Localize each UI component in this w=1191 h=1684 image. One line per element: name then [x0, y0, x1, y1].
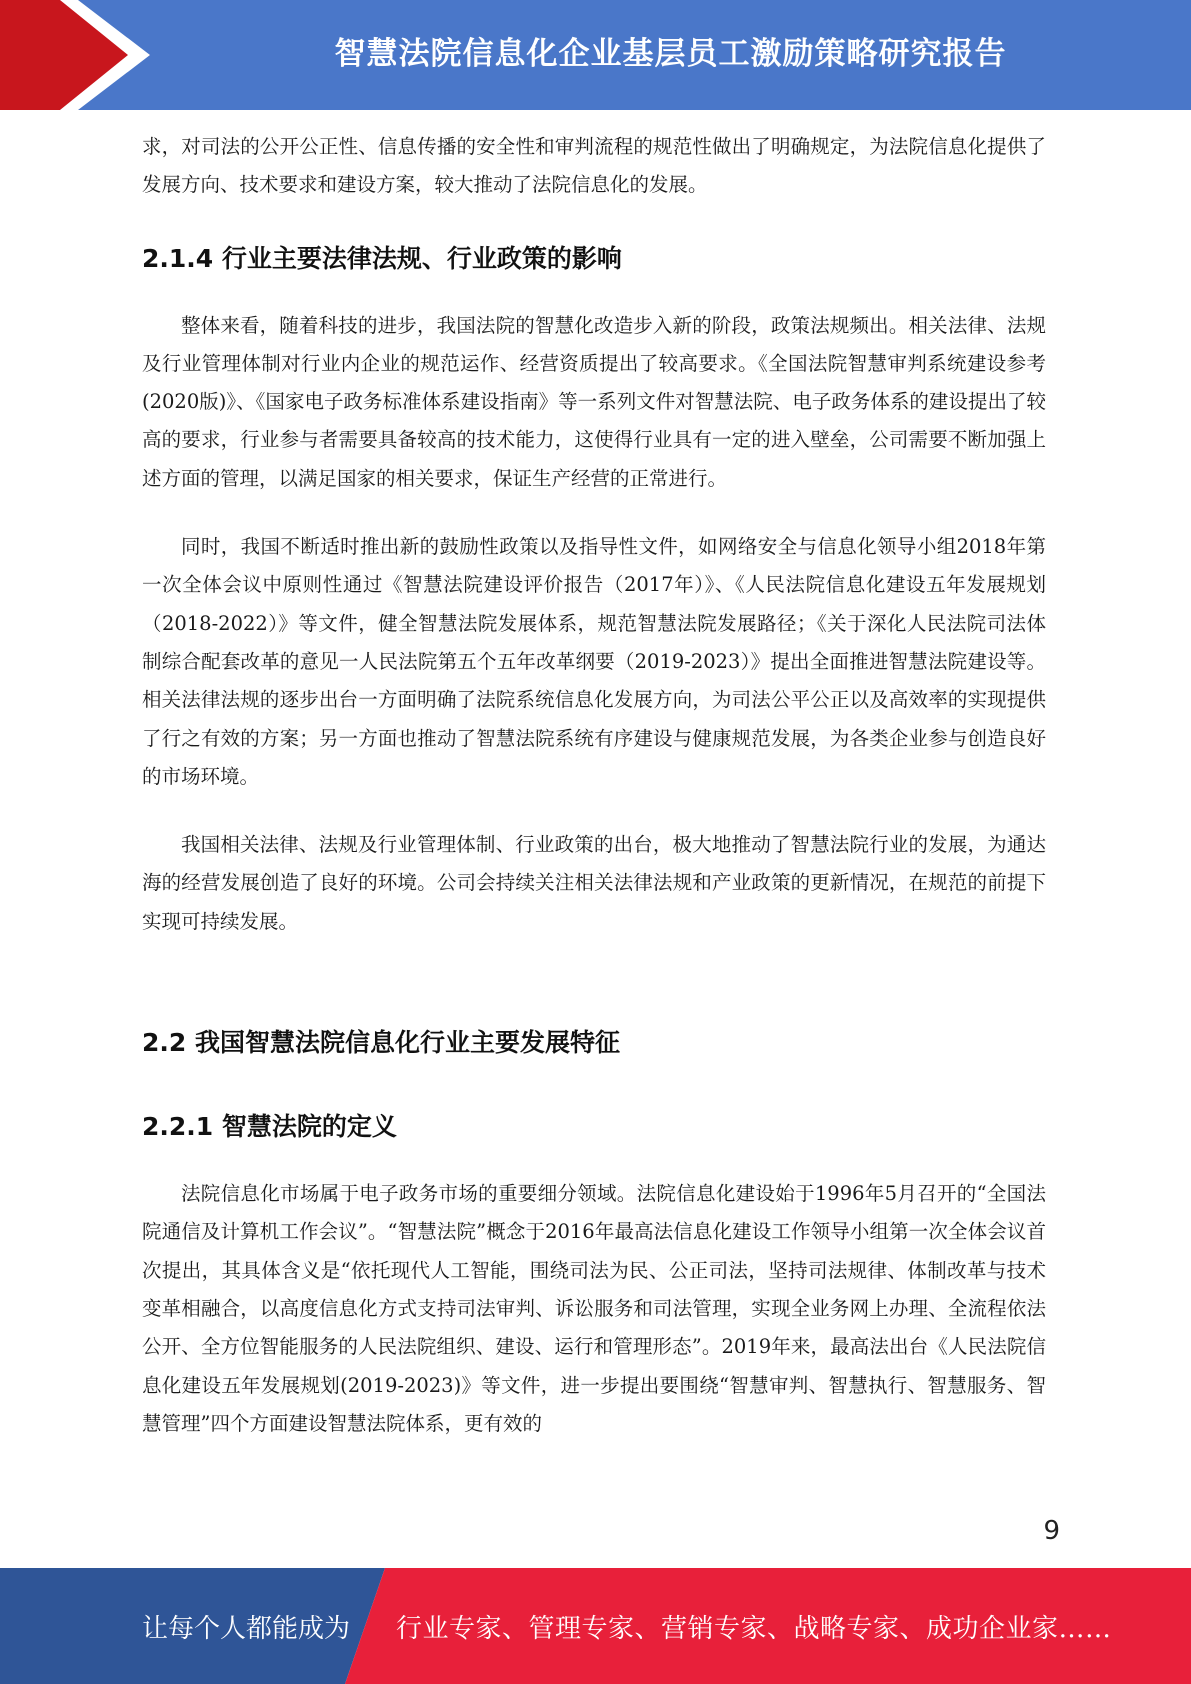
section-heading-2-2: 2.2 我国智慧法院信息化行业主要发展特征 — [142, 1028, 620, 1058]
page-header — [0, 0, 1191, 110]
paragraph-impact: 我国相关法律、法规及行业管理体制、行业政策的出台，极大地推动了智慧法院行业的发展，为通达海的经营发展创造了良好的环境。公司会持续关注相关法律法规和产业政策的更新情况，在规范的前提下实现可持续发展。 — [142, 833, 1046, 933]
section-heading-2-1-4: 2.1.4 行业主要法律法规、行业政策的影响 — [142, 243, 622, 273]
page-number: 9 — [1043, 1516, 1060, 1546]
paragraph-overview: 整体来看，随着科技的进步，我国法院的智慧化改造步入新的阶段，政策法规频出。相关法律、法规及行业管理体制对行业内企业的规范运作、经营资质提出了较高要求。《全国法院智慧审判系统建设参考(2020版)》、《国家电子政务标准体系建设指南》等一系列文件对智慧法院、电子政务体系的建设提出了较高的要求，行业参与者需要具备较高的技术能力，这使得行业具有一定的进入壁垒，公司需要不断加强上述方面的管理，以满足国家的相关要求，保证生产经营的正常进行。 — [142, 313, 1046, 490]
footer-slogan-left: 让每个人都能成为 — [142, 1613, 351, 1644]
section-heading-2-2-1: 2.2.1 智慧法院的定义 — [142, 1112, 397, 1142]
continued-paragraph: 求，对司法的公开公正性、信息传播的安全性和审判流程的规范性做出了明确规定，为法院信息化提供了发展方向、技术要求和建设方案，较大推动了法院信息化的发展。 — [142, 135, 1046, 197]
page-footer — [0, 1568, 1191, 1684]
header-red-arrow-decoration — [0, 0, 150, 110]
paragraph-definition: 法院信息化市场属于电子政务市场的重要细分领域。法院信息化建设始于1996年5月召开的“全国法院通信及计算机工作会议”。“智慧法院”概念于2016年最高法信息化建设工作领导小组第一次全体会议首次提出，其具体含义是“依托现代人工智能，围绕司法为民、公正司法，坚持司法规律、体制改革与技术变革相融合，以高度信息化方式支持司法审判、诉讼服务和司法管理，实现全业务网上办理、全流程依法公开、全方位智能服务的人民法院组织、建设、运行和管理形态”。2019年来，最高法出台《人民法院信息化建设五年发展规划(2019-2023)》等文件，进一步提出要围绕“智慧审判、智慧执行、智慧服务、智慧管理”四个方面建设智慧法院体系，更有效的 — [142, 1182, 1046, 1435]
page-content — [142, 128, 1046, 1443]
footer-slogan-right: 行业专家、管理专家、营销专家、战略专家、成功企业家…… — [396, 1613, 1112, 1644]
paragraph-policies: 同时，我国不断适时推出新的鼓励性政策以及指导性文件，如网络安全与信息化领导小组2018年第一次全体会议中原则性通过《智慧法院建设评价报告（2017年）》、《人民法院信息化建设五年发展规划（2018-2022）》等文件，健全智慧法院发展体系，规范智慧法院发展路径；《关于深化人民法院司法体制综合配套改革的意见一人民法院第五个五年改革纲要（2019-2023）》提出全面推进智慧法院建设等。相关法律法规的逐步出台一方面明确了法院系统信息化发展方向，为司法公平公正以及高效率的实现提供了行之有效的方案；另一方面也推动了智慧法院系统有序建设与健康规范发展，为各类企业参与创造良好的市场环境。 — [142, 535, 1046, 788]
document-title: 智慧法院信息化企业基层员工激励策略研究报告 — [334, 35, 1007, 72]
